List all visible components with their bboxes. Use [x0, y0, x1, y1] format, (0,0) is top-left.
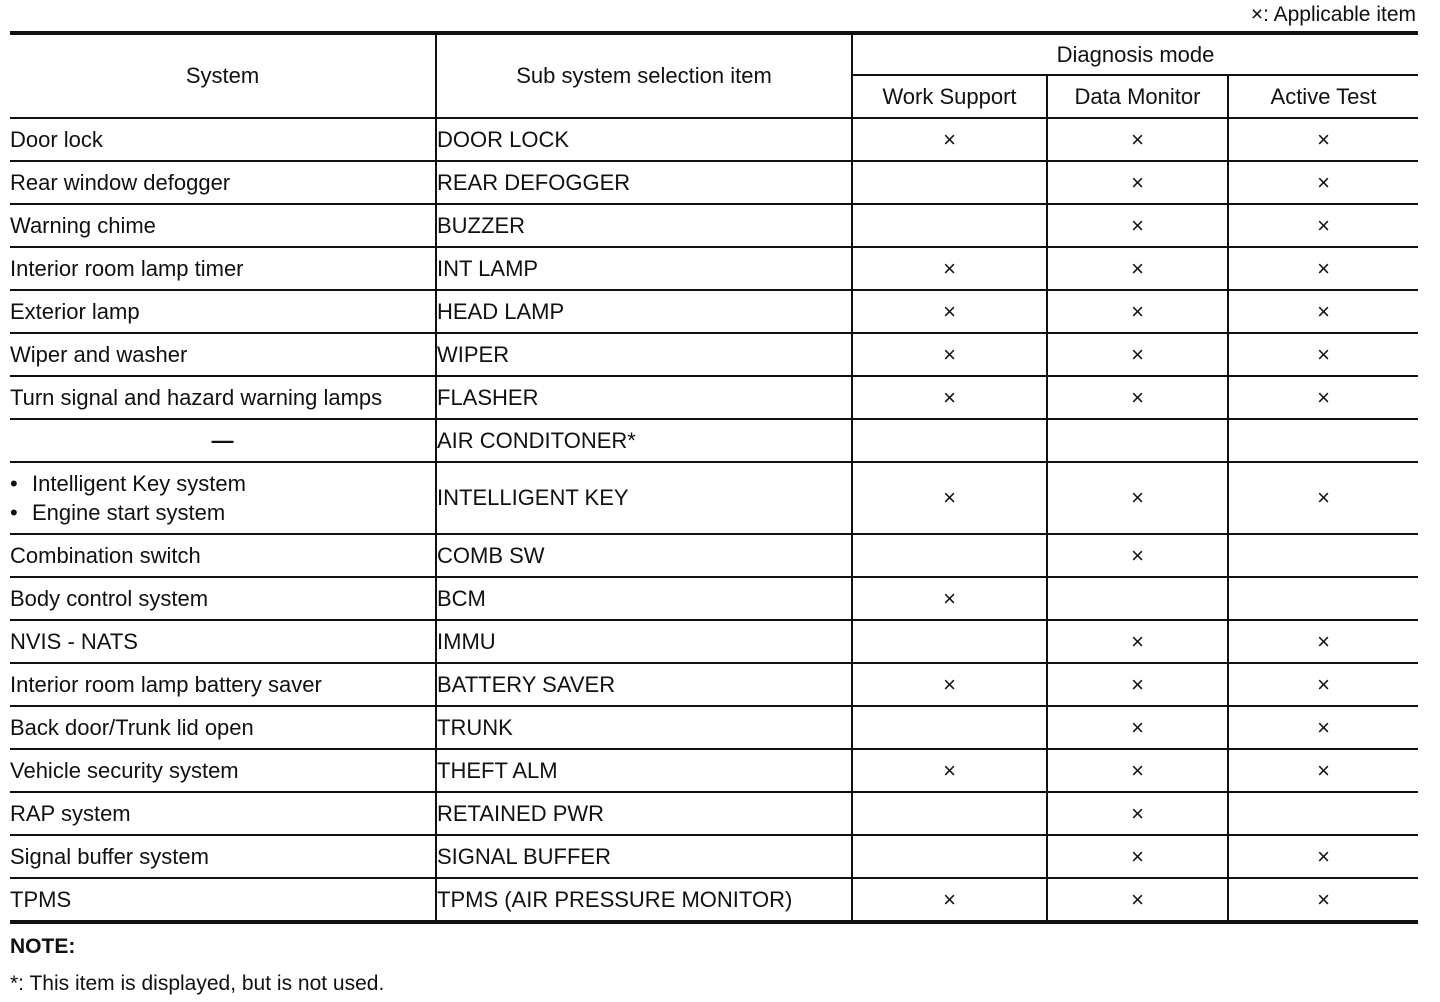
cell-work-support [852, 204, 1047, 247]
cell-system: Exterior lamp [10, 290, 436, 333]
table-row [10, 749, 1418, 792]
cell-data-monitor: × [1047, 290, 1228, 333]
cell-work-support: × [852, 247, 1047, 290]
cell-active-test: × [1228, 118, 1418, 161]
cell-active-test: × [1228, 204, 1418, 247]
cell-data-monitor [1047, 419, 1228, 462]
cell-system: Combination switch [10, 534, 436, 577]
table-row [10, 462, 1418, 534]
system-bullet-item: • Engine start system [10, 498, 435, 527]
table-row [10, 290, 1418, 333]
table-row [10, 419, 1418, 462]
cell-work-support [852, 161, 1047, 204]
cell-subsystem: THEFT ALM [436, 749, 852, 792]
table-row [10, 577, 1418, 620]
system-bullet-item: • Intelligent Key system [10, 469, 435, 498]
cell-data-monitor: × [1047, 376, 1228, 419]
table-row [10, 706, 1418, 749]
cell-active-test [1228, 534, 1418, 577]
cell-subsystem: WIPER [436, 333, 852, 376]
cell-active-test: × [1228, 835, 1418, 878]
cell-work-support: × [852, 290, 1047, 333]
table-row [10, 376, 1418, 419]
cell-active-test: × [1228, 247, 1418, 290]
cell-active-test: × [1228, 290, 1418, 333]
cell-active-test: × [1228, 878, 1418, 922]
cell-system: Interior room lamp battery saver [10, 663, 436, 706]
cell-data-monitor: × [1047, 534, 1228, 577]
note-footnote: *: This item is displayed, but is not used. [10, 972, 385, 995]
cell-system: Wiper and washer [10, 333, 436, 376]
cell-subsystem: SIGNAL BUFFER [436, 835, 852, 878]
cell-subsystem: TRUNK [436, 706, 852, 749]
cell-subsystem: BCM [436, 577, 852, 620]
header-data-monitor: Data Monitor [1047, 75, 1228, 118]
cell-system: TPMS [10, 878, 436, 922]
cell-subsystem: RETAINED PWR [436, 792, 852, 835]
cell-system: Vehicle security system [10, 749, 436, 792]
cell-subsystem: COMB SW [436, 534, 852, 577]
cell-data-monitor: × [1047, 835, 1228, 878]
cell-data-monitor: × [1047, 792, 1228, 835]
table-body [10, 118, 1418, 922]
cell-active-test: × [1228, 333, 1418, 376]
cell-active-test: × [1228, 663, 1418, 706]
cell-data-monitor [1047, 577, 1228, 620]
note-title: NOTE: [10, 935, 76, 958]
cell-active-test: × [1228, 161, 1418, 204]
header-system: System [10, 33, 436, 118]
cell-active-test: × [1228, 620, 1418, 663]
cell-data-monitor: × [1047, 749, 1228, 792]
table-row [10, 620, 1418, 663]
cell-subsystem: HEAD LAMP [436, 290, 852, 333]
cell-data-monitor: × [1047, 878, 1228, 922]
cell-work-support: × [852, 878, 1047, 922]
table-row [10, 835, 1418, 878]
cell-active-test [1228, 577, 1418, 620]
cell-active-test: × [1228, 376, 1418, 419]
cell-data-monitor: × [1047, 462, 1228, 534]
cell-work-support [852, 835, 1047, 878]
cell-system: Warning chime [10, 204, 436, 247]
cell-data-monitor: × [1047, 247, 1228, 290]
cell-data-monitor: × [1047, 620, 1228, 663]
cell-active-test [1228, 792, 1418, 835]
header-diagnosis-mode: Diagnosis mode [852, 33, 1418, 75]
header-work-support: Work Support [852, 75, 1047, 118]
header-row-1 [10, 33, 1418, 75]
cell-work-support [852, 534, 1047, 577]
cell-system: Signal buffer system [10, 835, 436, 878]
cell-subsystem: AIR CONDITONER* [436, 419, 852, 462]
cell-subsystem: BUZZER [436, 204, 852, 247]
table-row [10, 247, 1418, 290]
cell-work-support: × [852, 118, 1047, 161]
cell-work-support: × [852, 376, 1047, 419]
system-bullet-list [10, 469, 435, 527]
cell-work-support [852, 620, 1047, 663]
cell-data-monitor: × [1047, 663, 1228, 706]
cell-system: Door lock [10, 118, 436, 161]
table-row [10, 118, 1418, 161]
cell-work-support: × [852, 663, 1047, 706]
table-row [10, 204, 1418, 247]
table-row [10, 161, 1418, 204]
cell-work-support [852, 792, 1047, 835]
table-row [10, 663, 1418, 706]
cell-system [10, 462, 436, 534]
cell-data-monitor: × [1047, 161, 1228, 204]
cell-work-support: × [852, 577, 1047, 620]
cell-active-test: × [1228, 462, 1418, 534]
table-row [10, 792, 1418, 835]
cell-work-support: × [852, 462, 1047, 534]
table-row [10, 878, 1418, 922]
diagnosis-table [10, 31, 1418, 924]
cell-subsystem: DOOR LOCK [436, 118, 852, 161]
cell-system: Back door/Trunk lid open [10, 706, 436, 749]
cell-subsystem: INT LAMP [436, 247, 852, 290]
cell-data-monitor: × [1047, 706, 1228, 749]
cell-subsystem: TPMS (AIR PRESSURE MONITOR) [436, 878, 852, 922]
header-subsystem: Sub system selection item [436, 33, 852, 118]
cell-system: — [10, 419, 436, 462]
cell-subsystem: BATTERY SAVER [436, 663, 852, 706]
cell-work-support [852, 706, 1047, 749]
header-active-test: Active Test [1228, 75, 1418, 118]
cell-system: Interior room lamp timer [10, 247, 436, 290]
cell-system: Rear window defogger [10, 161, 436, 204]
cell-subsystem: IMMU [436, 620, 852, 663]
cell-subsystem: INTELLIGENT KEY [436, 462, 852, 534]
cell-active-test: × [1228, 706, 1418, 749]
cell-active-test [1228, 419, 1418, 462]
cell-work-support: × [852, 749, 1047, 792]
table-row [10, 534, 1418, 577]
cell-active-test: × [1228, 749, 1418, 792]
cell-system: Turn signal and hazard warning lamps [10, 376, 436, 419]
cell-work-support: × [852, 333, 1047, 376]
cell-data-monitor: × [1047, 204, 1228, 247]
table-row [10, 333, 1418, 376]
cell-subsystem: FLASHER [436, 376, 852, 419]
cell-subsystem: REAR DEFOGGER [436, 161, 852, 204]
cell-data-monitor: × [1047, 118, 1228, 161]
cell-data-monitor: × [1047, 333, 1228, 376]
cell-system: RAP system [10, 792, 436, 835]
cell-system: Body control system [10, 577, 436, 620]
cell-work-support [852, 419, 1047, 462]
legend-text: ×: Applicable item [1250, 3, 1416, 26]
cell-system: NVIS - NATS [10, 620, 436, 663]
